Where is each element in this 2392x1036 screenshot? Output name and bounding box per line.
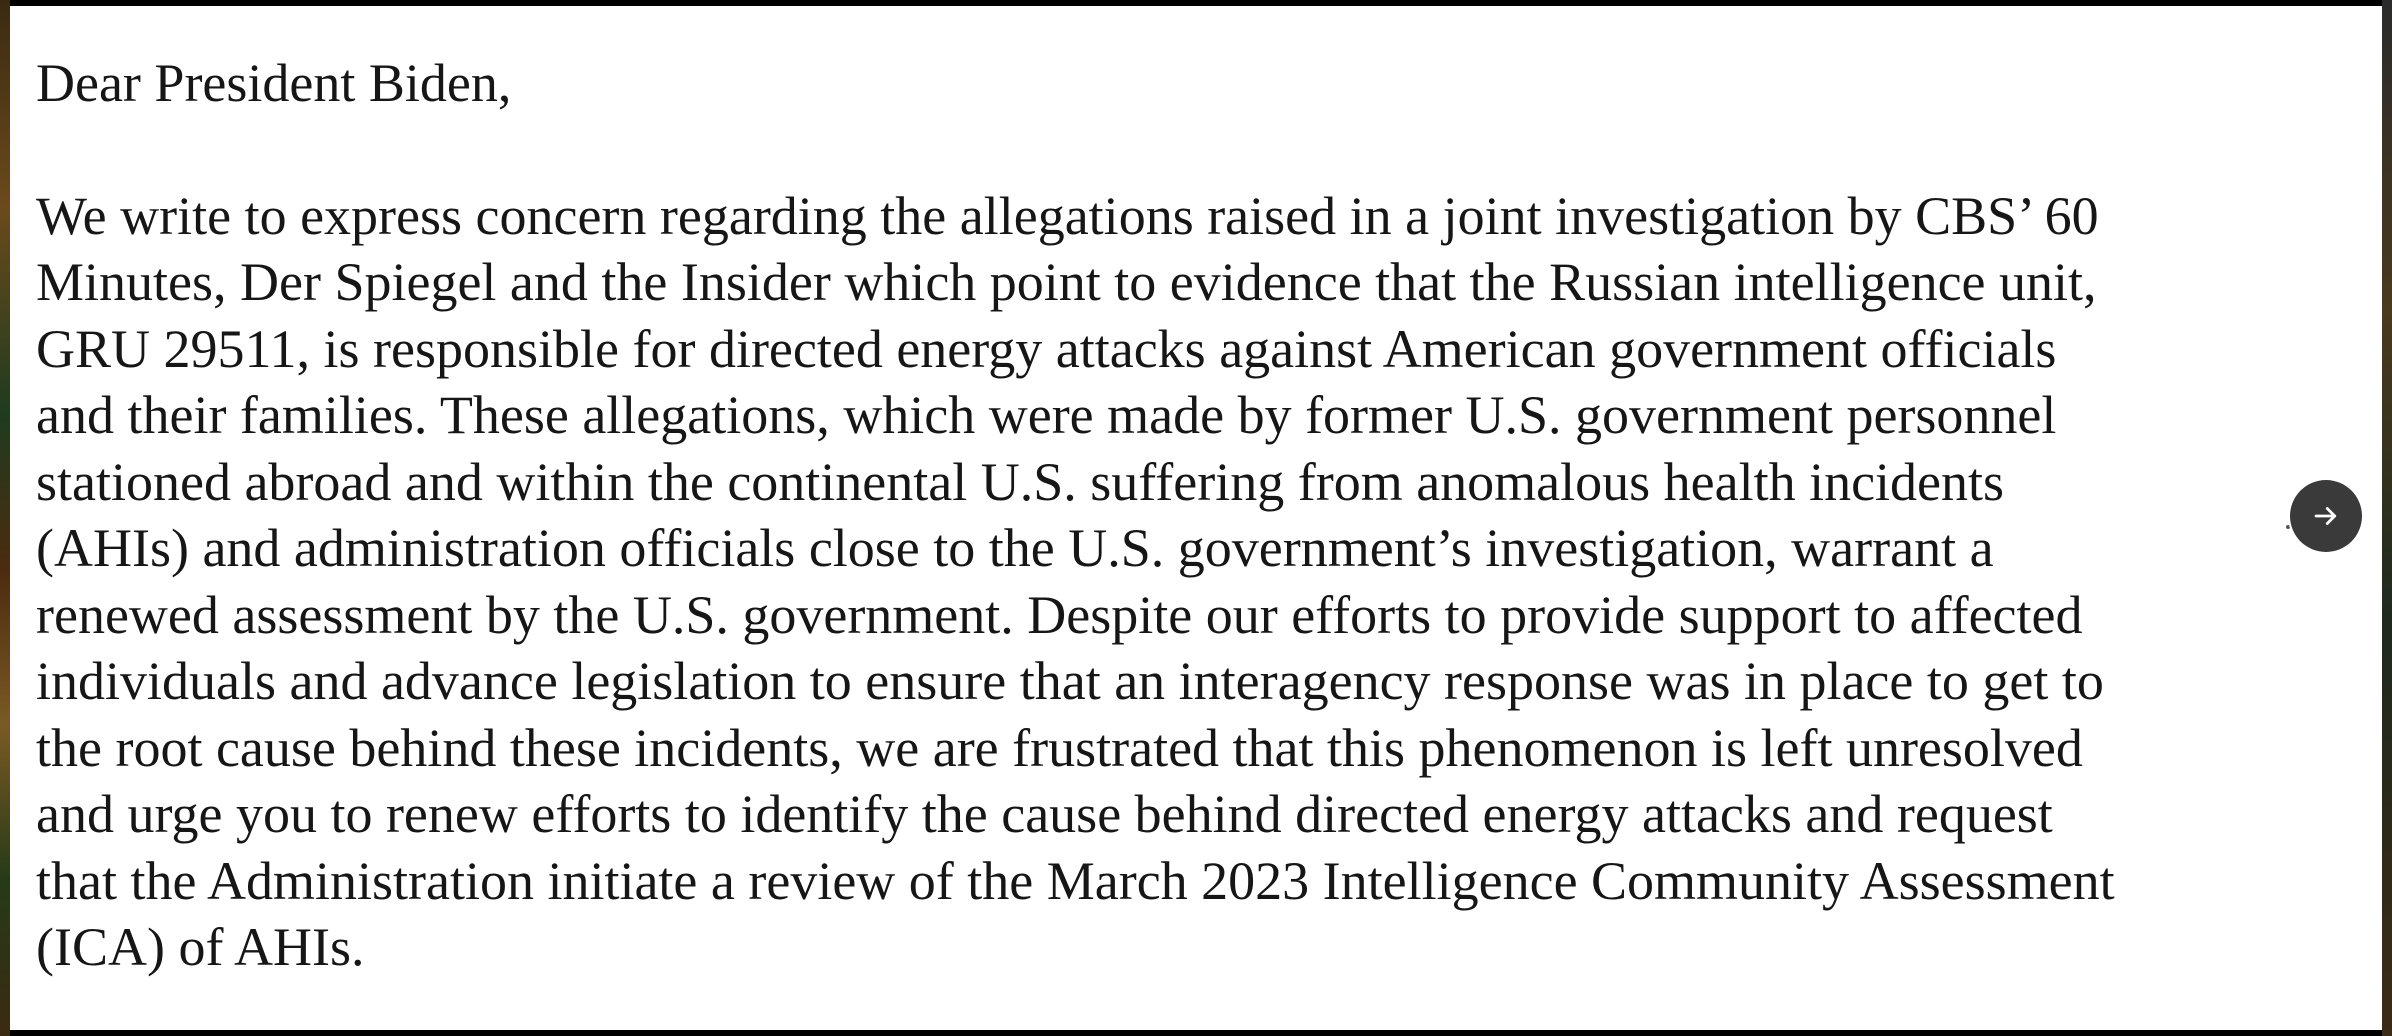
arrow-right-icon bbox=[2311, 501, 2341, 531]
letter-line: the root cause behind these incidents, we are frustrated that this phenomenon is left unresolved bbox=[36, 717, 2083, 778]
right-background-strip bbox=[2382, 0, 2392, 1036]
scan-speck bbox=[2286, 525, 2290, 529]
letter-line: We write to express concern regarding the allegations raised in a joint investigation by CBS’ 60 bbox=[36, 185, 2099, 246]
letter-line: GRU 29511, is responsible for directed energy attacks against American government officials bbox=[36, 318, 2057, 379]
letter-text bbox=[36, 50, 2326, 981]
letter-line: and their families. These allegations, which were made by former U.S. government personnel bbox=[36, 385, 2057, 445]
letter-line: and urge you to renew efforts to identify the cause behind directed energy attacks and request bbox=[36, 784, 2053, 844]
letter-line: stationed abroad and within the continental U.S. suffering from anomalous health incidents bbox=[36, 451, 2005, 512]
left-background-strip bbox=[0, 0, 10, 1036]
letter-line: Minutes, Der Spiegel and the Insider which point to evidence that the Russian intelligence unit, bbox=[36, 252, 2097, 312]
letter-body bbox=[36, 183, 2326, 981]
letter-salutation: Dear President Biden, bbox=[36, 53, 512, 113]
letter-line: (AHIs) and administration officials close to the U.S. government’s investigation, warrant a bbox=[36, 518, 1994, 578]
letter-line: that the Administration initiate a review of the March 2023 Intelligence Community Assessment bbox=[36, 850, 2115, 911]
letter-line: renewed assessment by the U.S. government. Despite our efforts to provide support to affected bbox=[36, 584, 2083, 645]
letter-line: (ICA) of AHIs. bbox=[36, 917, 365, 977]
letter-line: individuals and advance legislation to ensure that an interagency response was in place to get to bbox=[36, 651, 2104, 711]
next-image-button[interactable] bbox=[2290, 480, 2362, 552]
letter-image bbox=[10, 6, 2382, 1030]
